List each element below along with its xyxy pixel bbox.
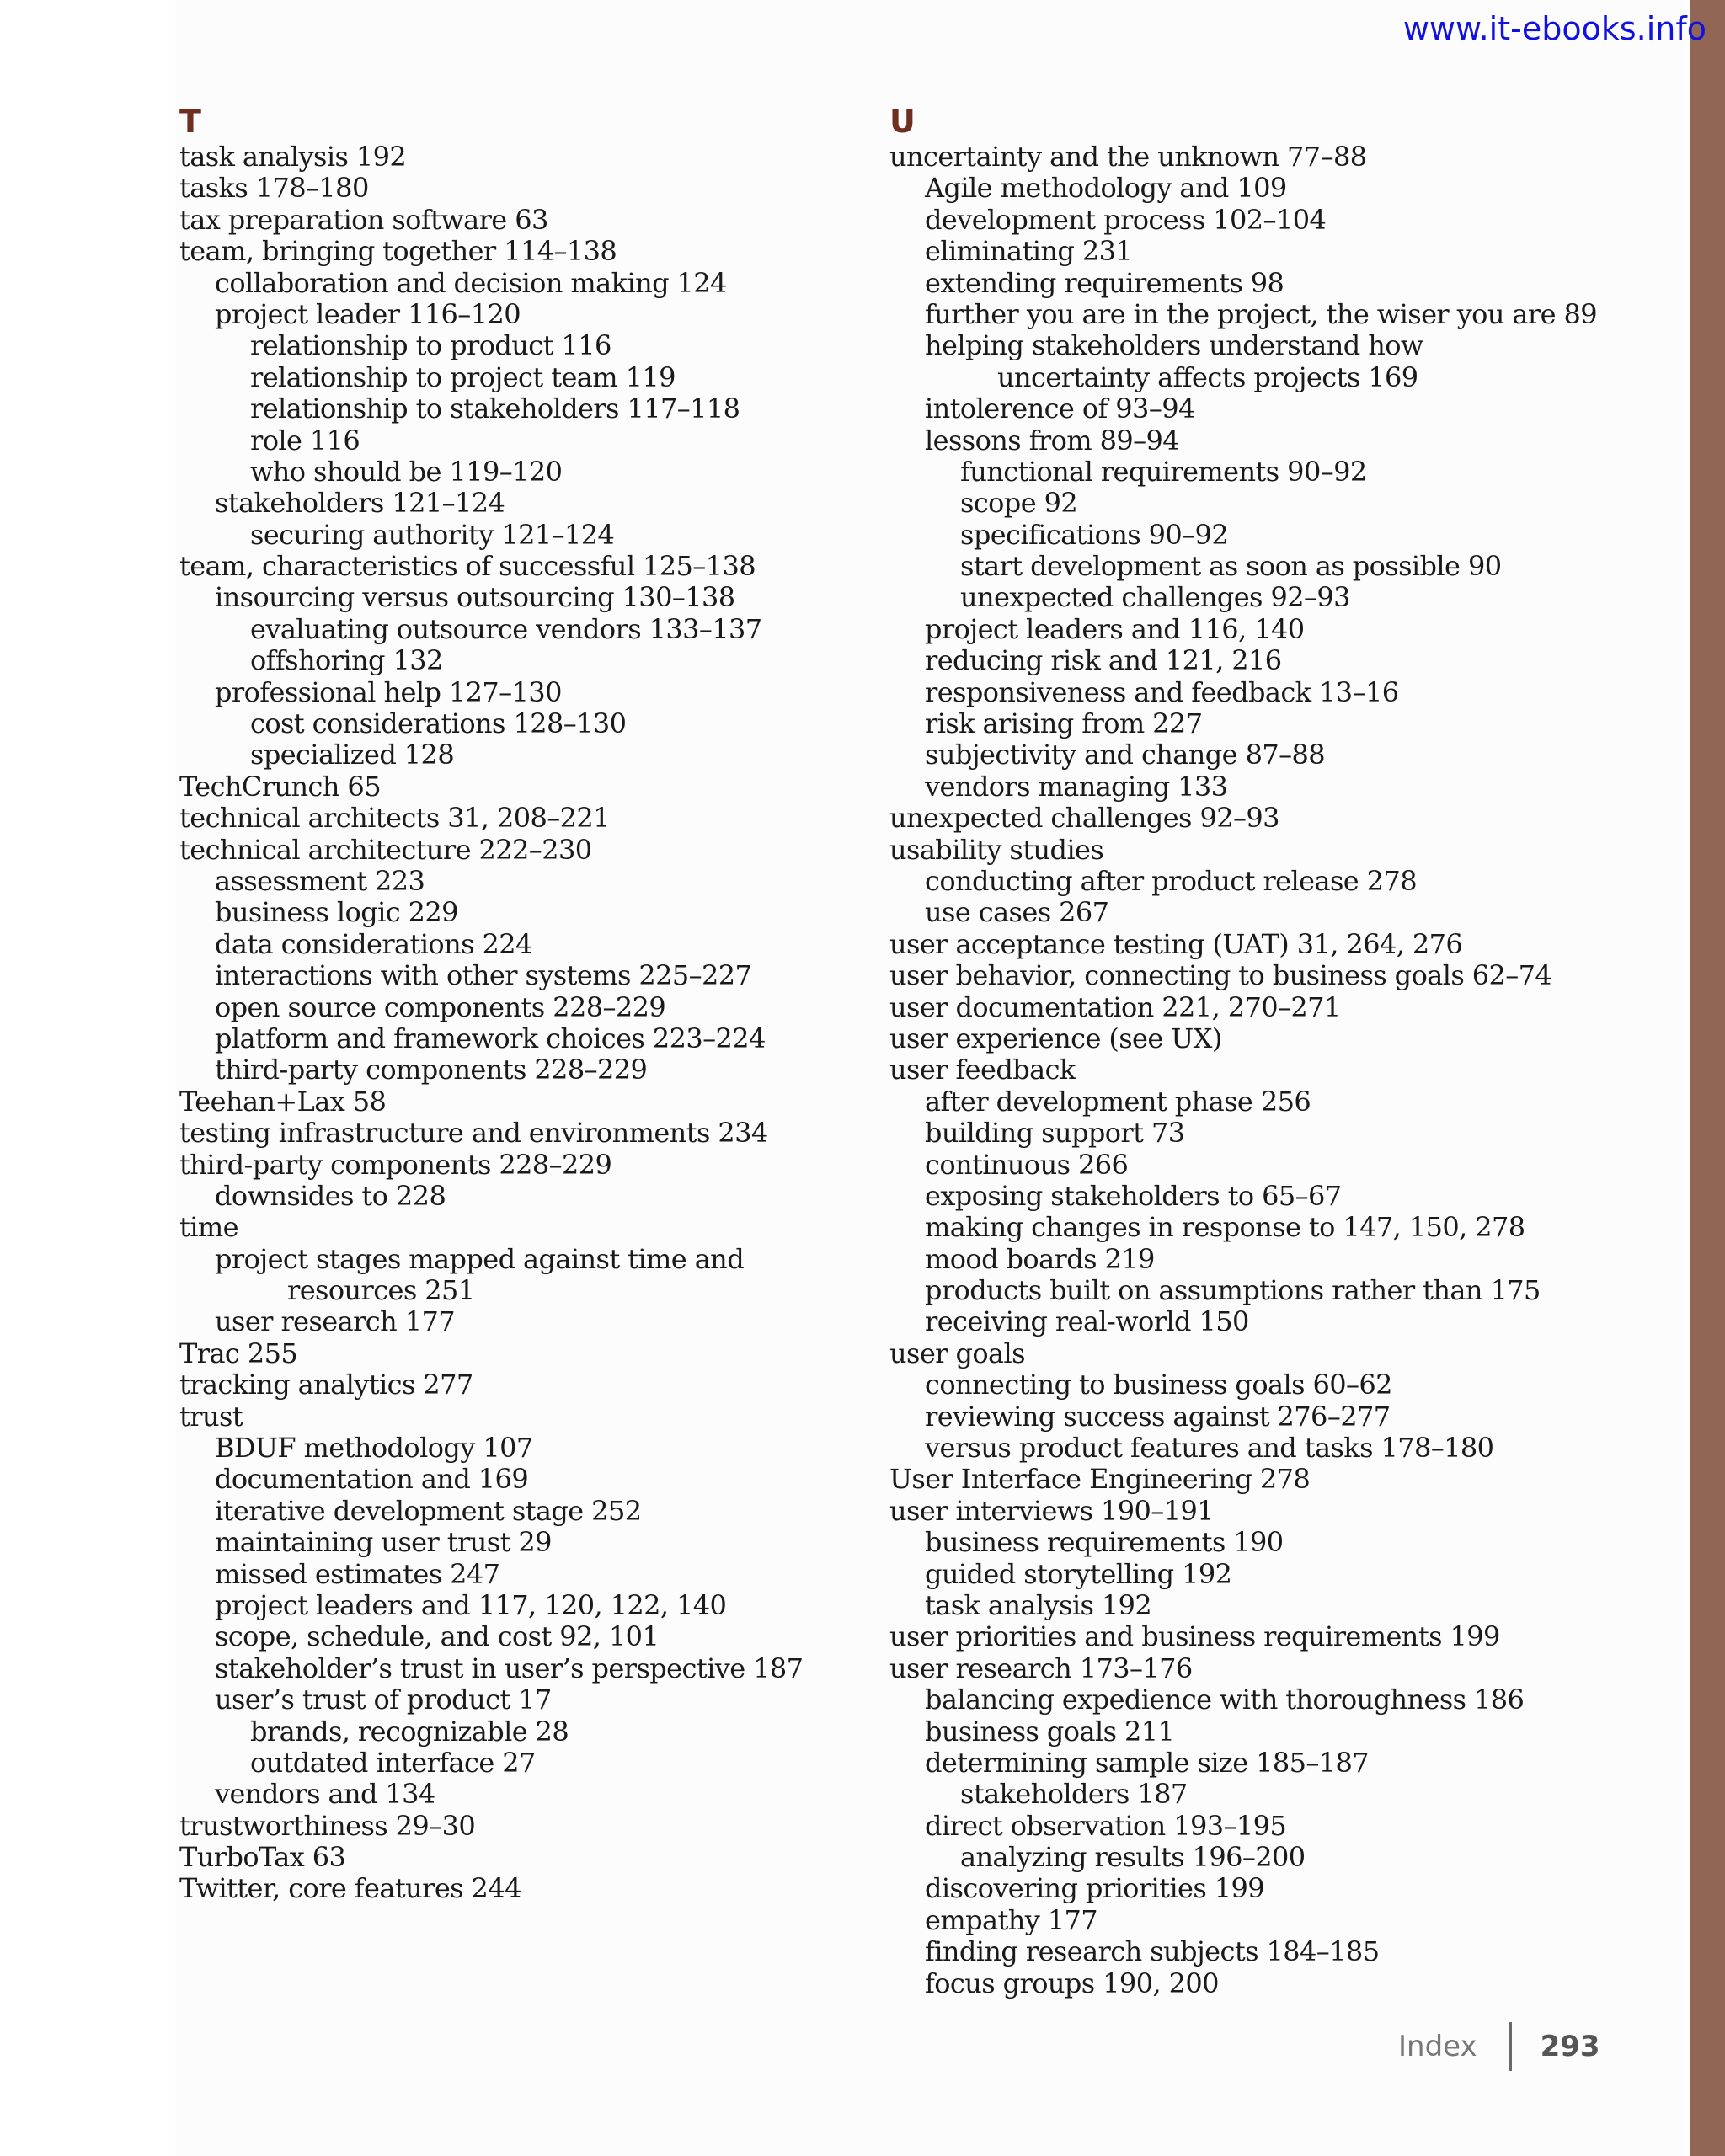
index-entry: extending requirements 98: [925, 266, 1284, 299]
index-entry: project leaders and 117, 120, 122, 140: [215, 1588, 727, 1621]
index-entry: platform and framework choices 223–224: [215, 1022, 766, 1054]
index-entry: receiving real-world 150: [925, 1305, 1249, 1338]
index-entry: technical architects 31, 208–221: [179, 802, 610, 835]
index-entry: after development phase 256: [925, 1085, 1311, 1118]
index-entry: guided storytelling 192: [925, 1557, 1232, 1590]
index-entry: tax preparation software 63: [179, 203, 548, 236]
index-entry: resources 251: [287, 1274, 475, 1307]
index-entry: insourcing versus outsourcing 130–138: [215, 581, 735, 614]
index-entry: user feedback: [889, 1054, 1076, 1086]
index-entry: reducing risk and 121, 216: [925, 644, 1282, 677]
index-entry: maintaining user trust 29: [215, 1526, 552, 1559]
index-entry: User Interface Engineering 278: [889, 1463, 1311, 1496]
index-entry: third-party components 228–229: [215, 1054, 648, 1086]
index-entry: downsides to 228: [215, 1179, 446, 1212]
page-edge-bar: [1690, 0, 1725, 2156]
index-entry: user behavior, connecting to business goals 62–74: [889, 959, 1552, 992]
index-entry: offshoring 132: [250, 644, 443, 677]
index-entry: vendors and 134: [215, 1778, 435, 1811]
index-entry: specifications 90–92: [960, 518, 1229, 551]
index-entry: TechCrunch 65: [179, 770, 381, 803]
section-letter-t: T: [179, 103, 201, 140]
index-entry: business goals 211: [925, 1715, 1175, 1748]
page-number: 293: [1540, 2030, 1600, 2063]
footer-section-label: Index: [1398, 2030, 1477, 2063]
index-entry: TurboTax 63: [179, 1841, 346, 1874]
index-entry: collaboration and decision making 124: [215, 266, 727, 299]
index-entry: uncertainty and the unknown 77–88: [889, 141, 1367, 173]
index-entry: user interviews 190–191: [889, 1494, 1214, 1527]
index-entry: team, bringing together 114–138: [179, 235, 617, 268]
index-column-u: [889, 101, 1648, 1999]
index-entry: task analysis 192: [179, 141, 407, 173]
index-entries-u: [889, 141, 1648, 1999]
index-entry: empathy 177: [925, 1903, 1098, 1936]
index-entry: versus product features and tasks 178–180: [925, 1432, 1494, 1465]
index-entry: exposing stakeholders to 65–67: [925, 1179, 1342, 1212]
index-entry: tracking analytics 277: [179, 1369, 473, 1401]
index-entry: lessons from 89–94: [925, 424, 1180, 456]
section-letter-u: U: [889, 103, 916, 140]
index-entry: intolerence of 93–94: [925, 392, 1195, 425]
index-entry: user goals: [889, 1337, 1025, 1369]
index-entry: tasks 178–180: [179, 172, 369, 205]
index-entry: professional help 127–130: [215, 675, 562, 708]
index-entry: project stages mapped against time and: [215, 1242, 745, 1275]
index-entry: continuous 266: [925, 1148, 1129, 1181]
index-column-t: [179, 101, 870, 1905]
index-entry: securing authority 121–124: [250, 518, 615, 551]
index-entry: trust: [179, 1400, 243, 1433]
index-entry: project leaders and 116, 140: [925, 612, 1305, 645]
index-entry: functional requirements 90–92: [960, 455, 1367, 488]
index-entry: documentation and 169: [215, 1463, 529, 1496]
index-entry: open source components 228–229: [215, 990, 666, 1023]
index-entry: business logic 229: [215, 896, 458, 929]
index-entry: development process 102–104: [925, 203, 1327, 236]
index-entry: business requirements 190: [925, 1526, 1284, 1559]
index-entry: task analysis 192: [925, 1588, 1152, 1621]
index-entry: unexpected challenges 92–93: [889, 802, 1279, 835]
index-entry: subjectivity and change 87–88: [925, 739, 1326, 771]
index-entry: Teehan+Lax 58: [179, 1085, 387, 1118]
index-entry: stakeholders 121–124: [215, 487, 505, 520]
index-entry: who should be 119–120: [250, 455, 563, 488]
index-entry: project leader 116–120: [215, 297, 521, 330]
index-entry: mood boards 219: [925, 1242, 1155, 1275]
index-entry: use cases 267: [925, 896, 1109, 929]
index-entry: connecting to business goals 60–62: [925, 1369, 1392, 1401]
index-entry: role 116: [250, 424, 360, 456]
index-entry: BDUF methodology 107: [215, 1432, 533, 1465]
index-entry: balancing expedience with thoroughness 186: [925, 1684, 1525, 1716]
index-entry: interactions with other systems 225–227: [215, 959, 752, 992]
index-entry: relationship to stakeholders 117–118: [250, 392, 740, 425]
index-entry: stakeholders 187: [960, 1778, 1188, 1811]
index-entry: iterative development stage 252: [215, 1494, 642, 1527]
index-entry: helping stakeholders understand how: [925, 329, 1423, 362]
index-entry: missed estimates 247: [215, 1557, 500, 1590]
index-entry: relationship to product 116: [250, 329, 611, 362]
index-entry: scope, schedule, and cost 92, 101: [215, 1620, 660, 1653]
index-entry: assessment 223: [215, 864, 425, 897]
index-entry: uncertainty affects projects 169: [997, 360, 1418, 393]
index-entry: brands, recognizable 28: [250, 1715, 569, 1748]
index-entry: vendors managing 133: [925, 770, 1228, 803]
footer-divider: [1509, 2022, 1512, 2071]
index-entry: outdated interface 27: [250, 1746, 536, 1779]
index-entry: products built on assumptions rather than 175: [925, 1274, 1541, 1307]
index-entry: trustworthiness 29–30: [179, 1809, 476, 1842]
index-entry: user’s trust of product 17: [215, 1684, 552, 1716]
index-entry: Twitter, core features 244: [179, 1872, 521, 1905]
index-entry: specialized 128: [250, 739, 455, 771]
index-entry: relationship to project team 119: [250, 360, 676, 393]
index-entry: risk arising from 227: [925, 707, 1203, 740]
index-entry: reviewing success against 276–277: [925, 1400, 1391, 1433]
index-entry: stakeholder’s trust in user’s perspective 187: [215, 1652, 804, 1684]
index-entry: making changes in response to 147, 150, 278: [925, 1211, 1525, 1244]
index-entry: start development as soon as possible 90: [960, 550, 1502, 583]
index-entry: technical architecture 222–230: [179, 833, 592, 866]
index-entry: user experience (see UX): [889, 1022, 1222, 1054]
index-entry: time: [179, 1211, 238, 1244]
index-entry: conducting after product release 278: [925, 864, 1417, 897]
index-entry: user research 177: [215, 1305, 455, 1338]
index-entry: team, characteristics of successful 125–138: [179, 550, 756, 583]
index-entry: evaluating outsource vendors 133–137: [250, 612, 762, 645]
index-entry: third-party components 228–229: [179, 1148, 612, 1181]
index-entry: responsiveness and feedback 13–16: [925, 675, 1399, 708]
index-entry: cost considerations 128–130: [250, 707, 627, 740]
index-entry: usability studies: [889, 833, 1104, 866]
index-entry: user research 173–176: [889, 1652, 1193, 1684]
index-entry: eliminating 231: [925, 235, 1133, 268]
index-entry: user acceptance testing (UAT) 31, 264, 276: [889, 927, 1463, 960]
index-entry: testing infrastructure and environments 234: [179, 1117, 768, 1150]
index-entry: Trac 255: [179, 1337, 298, 1369]
index-entry: discovering priorities 199: [925, 1872, 1265, 1905]
index-entry: data considerations 224: [215, 927, 532, 960]
index-entry: building support 73: [925, 1117, 1185, 1150]
index-entry: user documentation 221, 270–271: [889, 990, 1341, 1023]
index-entry: user priorities and business requirements 199: [889, 1620, 1500, 1653]
index-entry: determining sample size 185–187: [925, 1746, 1370, 1779]
index-entry: finding research subjects 184–185: [925, 1935, 1380, 1968]
page-footer: [1398, 2021, 1600, 2072]
index-entry: unexpected challenges 92–93: [960, 581, 1350, 614]
index-entry: analyzing results 196–200: [960, 1841, 1306, 1874]
index-entry: further you are in the project, the wiser you are 89: [925, 297, 1598, 330]
index-entry: direct observation 193–195: [925, 1809, 1287, 1842]
index-entry: scope 92: [960, 487, 1078, 520]
index-entries-t: [179, 141, 870, 1905]
index-entry: Agile methodology and 109: [925, 172, 1287, 205]
index-entry: focus groups 190, 200: [925, 1967, 1219, 1999]
watermark-link[interactable]: www.it-ebooks.info: [1402, 10, 1706, 47]
